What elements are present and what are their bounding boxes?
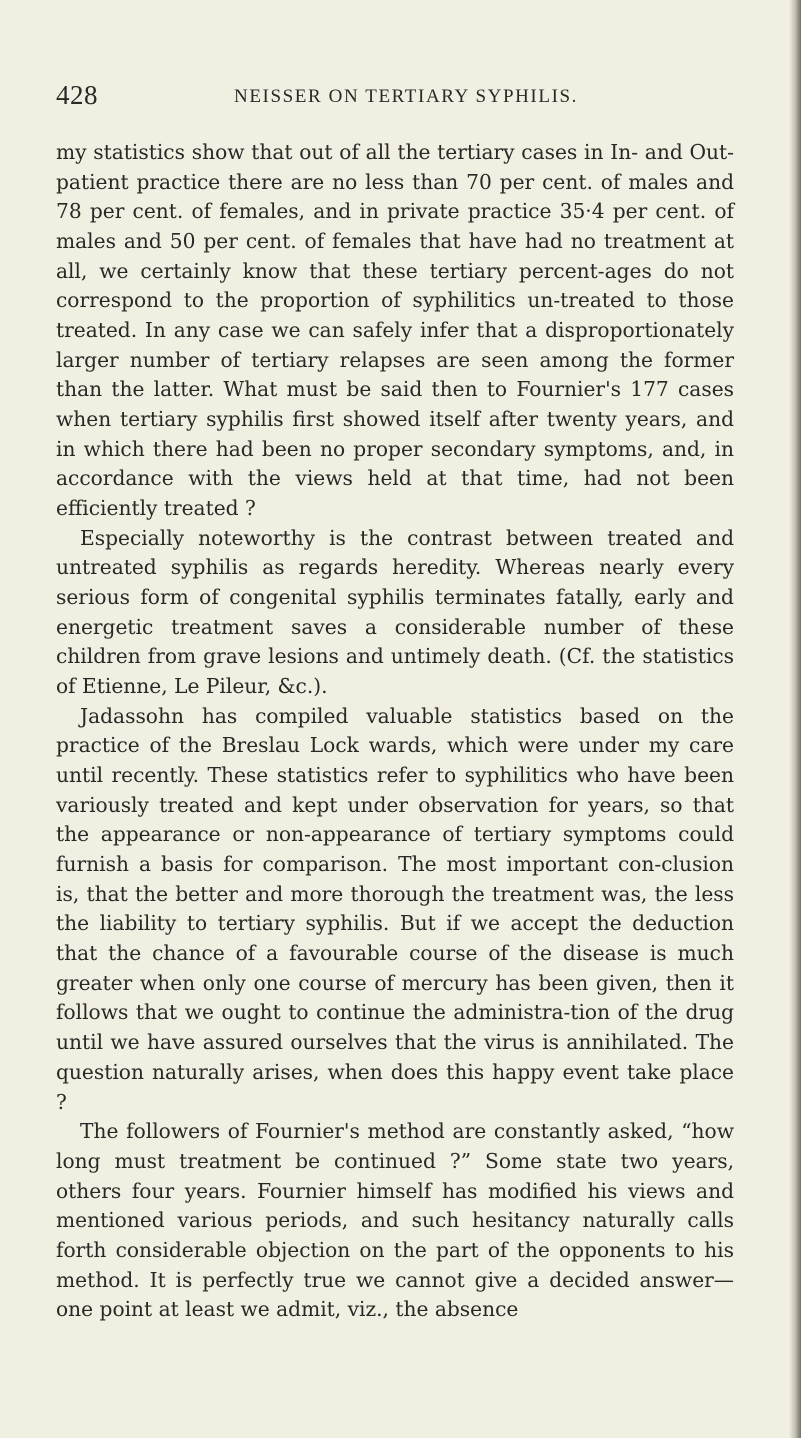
page-header [56, 80, 736, 120]
paragraph: Jadassohn has compiled valuable statistics based on the practice of the Breslau Lock wards, which were under my care until recently. These statistics refer to syphilitics who have been variously treated and kept under observation for years, so that the appearance or non-appearance of tertiary symptoms could furnish a basis for comparison. The most important con-clusion is, that the better and more thorough the treatment was, the less the liability to tertiary syphilis. But if we accept the deduction that the chance of a favourable course of the disease is much greater when only one course of mercury has been given, then it follows that we ought to continue the administra-tion of the drug until we have assured ourselves that the virus is annihilated. The question naturally arises, when does this happy event take place ? [56, 703, 734, 1114]
page-edge-shadow [789, 0, 801, 1438]
body-text [56, 138, 734, 1325]
paragraph: The followers of Fournier's method are constantly asked, “how long must treatment be continued ?” Some state two years, others four years. Fournier himself has modified his views and mentioned various periods, and such hesitancy naturally calls forth considerable objection on the part of the opponents to his method. It is perfectly true we cannot give a decided answer—one point at least we admit, viz., the absence [56, 1119, 734, 1322]
running-head: NEISSER ON TERTIARY SYPHILIS. [234, 86, 579, 107]
paragraph: Especially noteworthy is the contrast between treated and untreated syphilis as regards heredity. Whereas nearly every serious form of congenital syphilis terminates fatally, early and energetic treatment saves a considerable number of these children from grave lesions and untimely death. (Cf. the statistics of Etienne, Le Pileur, &c.). [56, 525, 734, 699]
page-number: 428 [56, 80, 98, 110]
paragraph: my statistics show that out of all the tertiary cases in In- and Out-patient practice there are no less than 70 per cent. of males and 78 per cent. of females, and in private practice 35·4 per cent. of males and 50 per cent. of females that have had no treatment at all, we certainly know that these tertiary percent-ages do not correspond to the proportion of syphilitics un-treated to those treated. In any case we can safely infer that a disproportionately larger number of tertiary relapses are seen among the former than the latter. What must be said then to Fournier's 177 cases when tertiary syphilis first showed itself after twenty years, and in which there had been no proper secondary symptoms, and, in accordance with the views held at that time, had not been efficiently treated ? [56, 140, 734, 521]
